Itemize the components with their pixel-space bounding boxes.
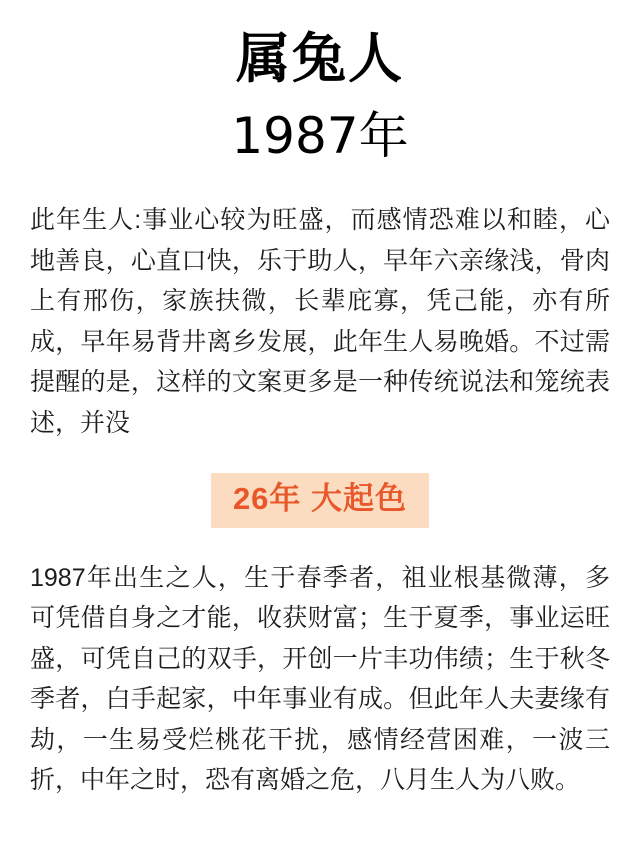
- highlight-label: 26年 大起色: [211, 473, 429, 528]
- page-title: 属兔人: [236, 29, 404, 89]
- body-paragraph-first: 此年生人:事业心较为旺盛，而感情恐难以和睦，心地善良，心直口快，乐于助人，早年六亲缘浅，骨肉上有邢伤，家族扶微，长辈庇寡，凭己能，亦有所成，早年易背井离乡发展，此年生人易晚婚。不过需提醒的是，这样的文案更多是一种传统说法和笼统表述，并没: [30, 206, 610, 437]
- body-paragraph-second: 1987年出生之人，生于春季者，祖业根基微薄，多可凭借自身之才能，收获财富；生于夏季，事业运旺盛，可凭自己的双手，开创一片丰功伟绩；生于秋冬季者，白手起家，中年事业有成。但此年人夫妻缘有劫，一生易受烂桃花干扰，感情经营困难，一波三折，中年之时，恐有离婚之危，八月生人为八败。: [30, 563, 610, 795]
- highlight-banner: [30, 473, 610, 528]
- page-subtitle-year: 1987年: [231, 107, 409, 166]
